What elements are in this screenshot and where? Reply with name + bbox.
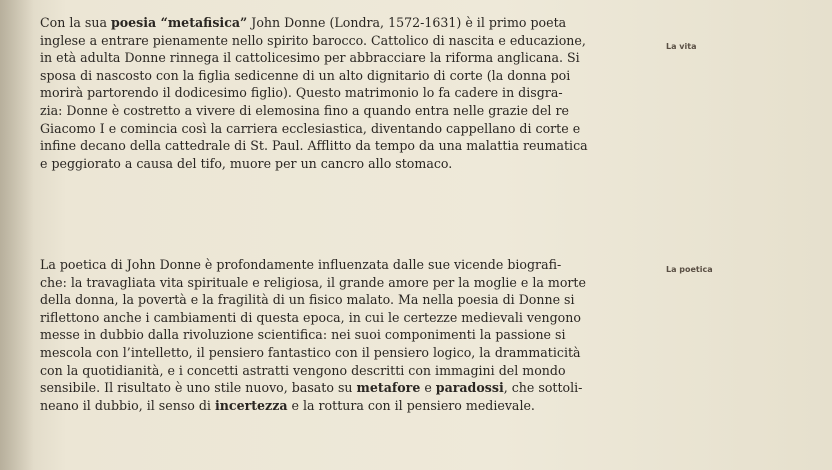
margin-note-poetics: La poetica [666,265,713,274]
paragraph-life [40,14,664,172]
page-fold-shadow [0,0,34,470]
text-run: neano il dubbio, il senso di [40,397,215,413]
bold-term: metafore [356,380,421,396]
bold-term: paradossi [435,380,504,396]
margin-note-life: La vita [666,42,697,51]
paragraph-line [40,397,664,415]
paragraph-line: con la quotidianità, e i concetti astratti vengono descritti con immagini del mondo [40,362,566,378]
paragraph-line: in età adulta Donne rinnega il cattolicesimo per abbracciare la riforma anglicana. Si [40,50,580,66]
text-run: sensibile. Il risultato è uno stile nuovo, basato su [40,380,357,396]
paragraph-line: che: la travagliata vita spirituale e religiosa, il grande amore per la moglie e la morte [40,274,586,290]
paragraph-line: messe in dubbio dalla rivoluzione scientifica: nei suoi componimenti la passione si [40,327,566,343]
paragraph-line: della donna, la povertà e la fragilità di un fisico malato. Ma nella poesia di Donne si [40,292,575,308]
text-run: , che sottoli- [503,380,583,396]
paragraph-line: Giacomo I e comincia così la carriera ecclesiastica, diventando cappellano di corte e [40,120,581,136]
paragraph-line: morirà partorendo il dodicesimo figlio). Questo matrimonio lo fa cadere in disgra- [40,85,563,101]
paragraph-line: infine decano della cattedrale di St. Paul. Afflitto da tempo da una malattia reumatica [40,138,588,154]
bold-term: incertezza [214,397,288,413]
paragraph-line: riflettono anche i cambiamenti di questa epoca, in cui le certezze medievali vengono [40,309,581,325]
paragraph-line [40,379,664,397]
paragraph-line: La poetica di John Donne è profondamente influenzata dalle sue vicende biografi- [40,257,562,272]
text-run: John Donne (Londra, 1572-1631) è il primo poeta [247,15,567,30]
paragraph-line: inglese a entrare pienamente nello spirito barocco. Cattolico di nascita e educazione, [40,32,586,48]
text-run: e la rottura con il pensiero medievale. [287,397,535,413]
paragraph-line: sposa di nascosto con la figlia sedicenne di un alto dignitario di corte (la donna poi [40,67,571,83]
paragraph-line: mescola con l’intelletto, il pensiero fantastico con il pensiero logico, la drammaticità [40,344,581,360]
bold-term: poesia “metafisica” [110,15,248,30]
text-run: e [420,380,436,396]
paragraph-line [40,14,664,32]
paragraph-line: zia: Donne è costretto a vivere di elemosina fino a quando entra nelle grazie del re [40,102,569,118]
paragraph-poetics [40,256,664,414]
text-run: Con la sua [40,15,111,30]
paragraph-line: e peggiorato a causa del tifo, muore per un cancro allo stomaco. [40,155,453,171]
